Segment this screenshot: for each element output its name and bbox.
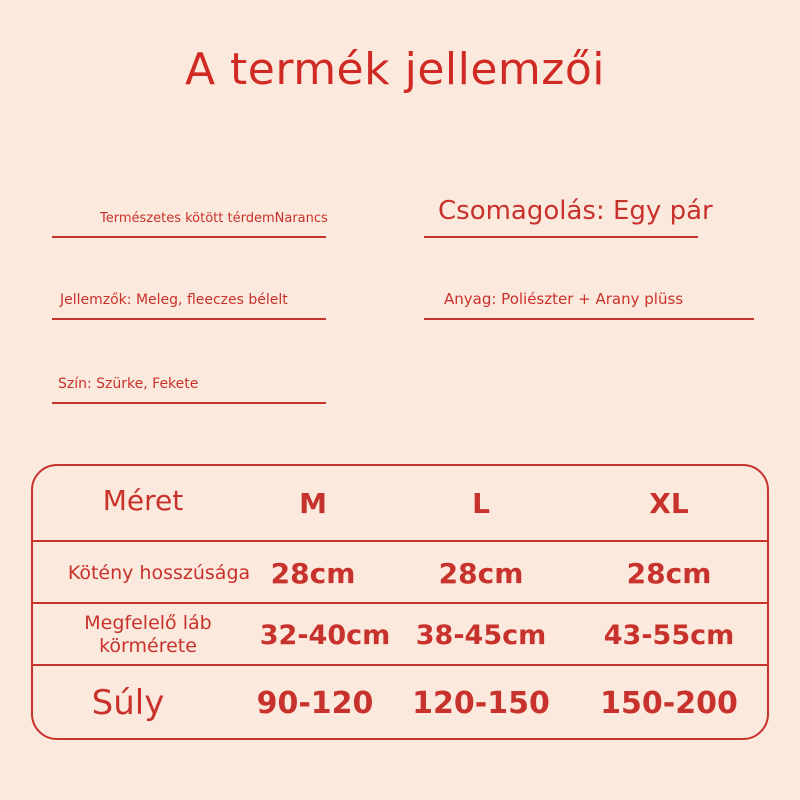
cell-value: 150-200 (600, 685, 738, 721)
feature-packaging (424, 180, 713, 238)
table-row (33, 664, 767, 740)
feature-packaging-text: Csomagolás: Egy pár (438, 196, 713, 226)
feature-color-text: Szín: Szürke, Fekete (58, 376, 199, 392)
cell-value: 90-120 (256, 685, 374, 721)
table-row (33, 602, 767, 666)
cell-value: 38-45cm (415, 619, 547, 651)
row-label-apron-length: Kötény hosszúsága (67, 561, 251, 584)
row-label-line-2: körmérete (99, 635, 197, 657)
row-label-line-1: Megfelelő láb (84, 612, 212, 635)
feature-material (424, 272, 754, 320)
feature-natural (52, 190, 326, 238)
cell-value: 28cm (438, 556, 524, 590)
row-label-leg-circumference (63, 604, 233, 666)
page-title: A termék jellemzői (184, 44, 606, 95)
feature-color (52, 356, 326, 404)
table-row (33, 540, 767, 604)
header-size-label: Méret (102, 484, 184, 517)
size-table (31, 464, 769, 740)
cell-value: 28cm (270, 556, 356, 590)
header-size-l: L (472, 486, 490, 520)
feature-characteristics-text: Jellemzők: Meleg, fleeczes bélelt (60, 292, 288, 308)
cell-value: 32-40cm (259, 619, 391, 651)
table-header-row (33, 466, 767, 540)
feature-material-text: Anyag: Poliészter + Arany plüss (444, 290, 684, 308)
feature-characteristics (52, 272, 326, 320)
feature-natural-text: Természetes kötött térdemNarancs (100, 211, 328, 226)
row-label-weight: Súly (91, 682, 165, 723)
cell-value: 120-150 (412, 685, 550, 721)
cell-value: 43-55cm (603, 619, 735, 651)
header-size-xl: XL (649, 486, 689, 520)
header-size-m: M (299, 486, 327, 520)
cell-value: 28cm (626, 556, 712, 590)
